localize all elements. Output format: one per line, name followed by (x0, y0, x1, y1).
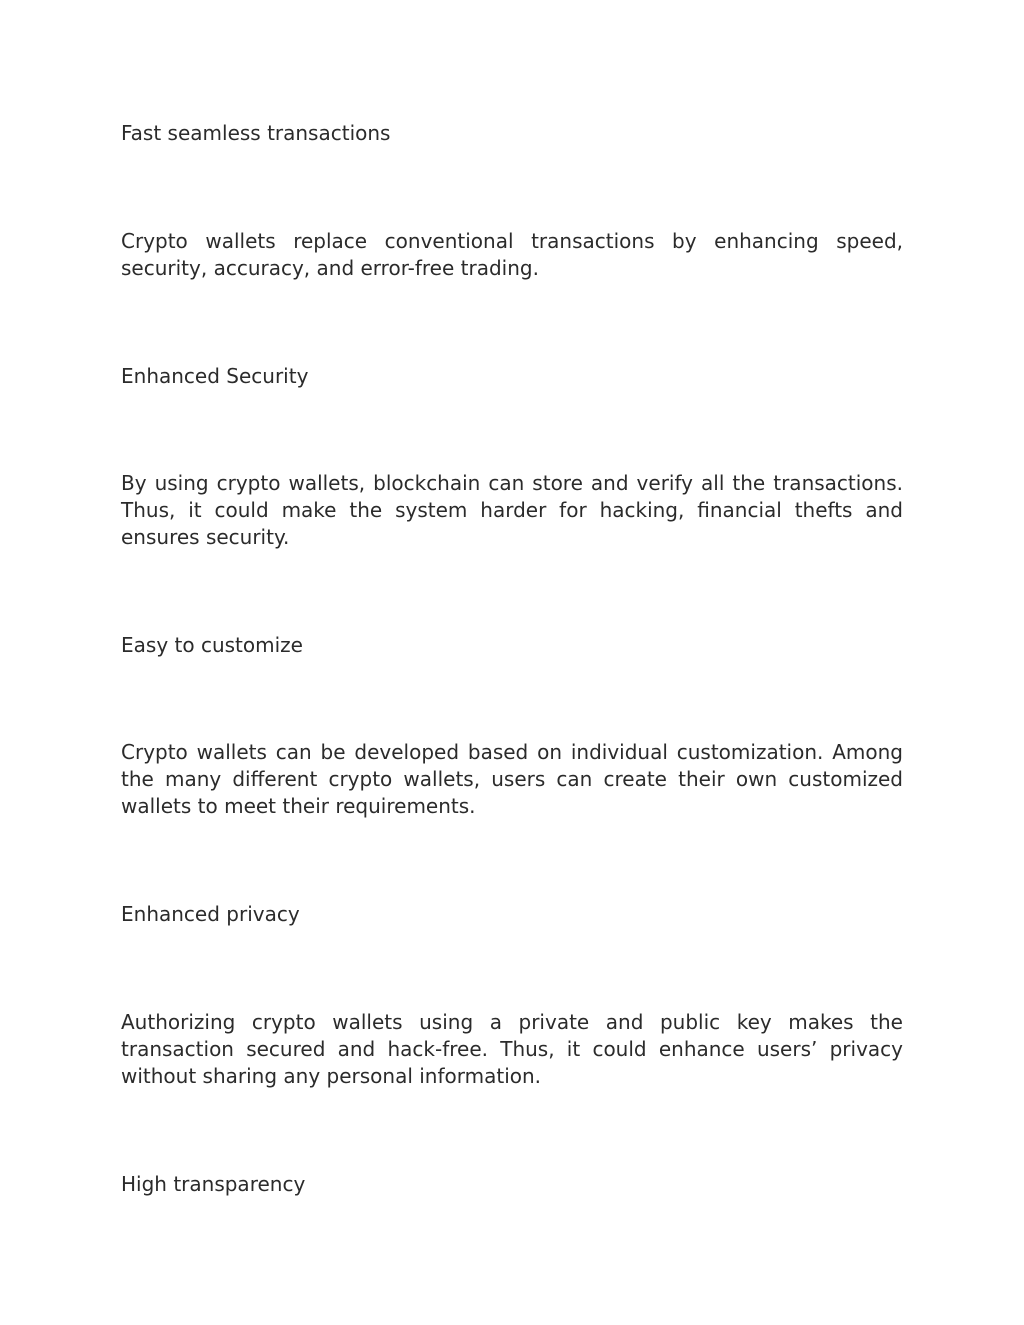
section-paragraph-easy-to-customize: Crypto wallets can be developed based on individual customization. Among the many different crypto wallets, users can create their own customized wallets to meet their requirements. (121, 740, 903, 818)
section-paragraph-fast-seamless-transactions: Crypto wallets replace conventional transactions by enhancing speed, security, accuracy, and error-free trading. (121, 229, 903, 280)
section-heading-high-transparency: High transparency (121, 1172, 306, 1196)
section-heading-fast-seamless-transactions: Fast seamless transactions (121, 121, 391, 145)
section-paragraph-enhanced-security: By using crypto wallets, blockchain can store and verify all the transactions. Thus, it could make the system harder for hacking, financial thefts and ensures security. (121, 471, 903, 549)
section-heading-enhanced-security: Enhanced Security (121, 364, 309, 388)
section-paragraph-enhanced-privacy: Authorizing crypto wallets using a private and public key makes the transaction secured and hack-free. Thus, it could enhance users’ privacy without sharing any personal information. (121, 1010, 903, 1088)
section-heading-easy-to-customize: Easy to customize (121, 633, 303, 657)
section-heading-enhanced-privacy: Enhanced privacy (121, 902, 300, 926)
